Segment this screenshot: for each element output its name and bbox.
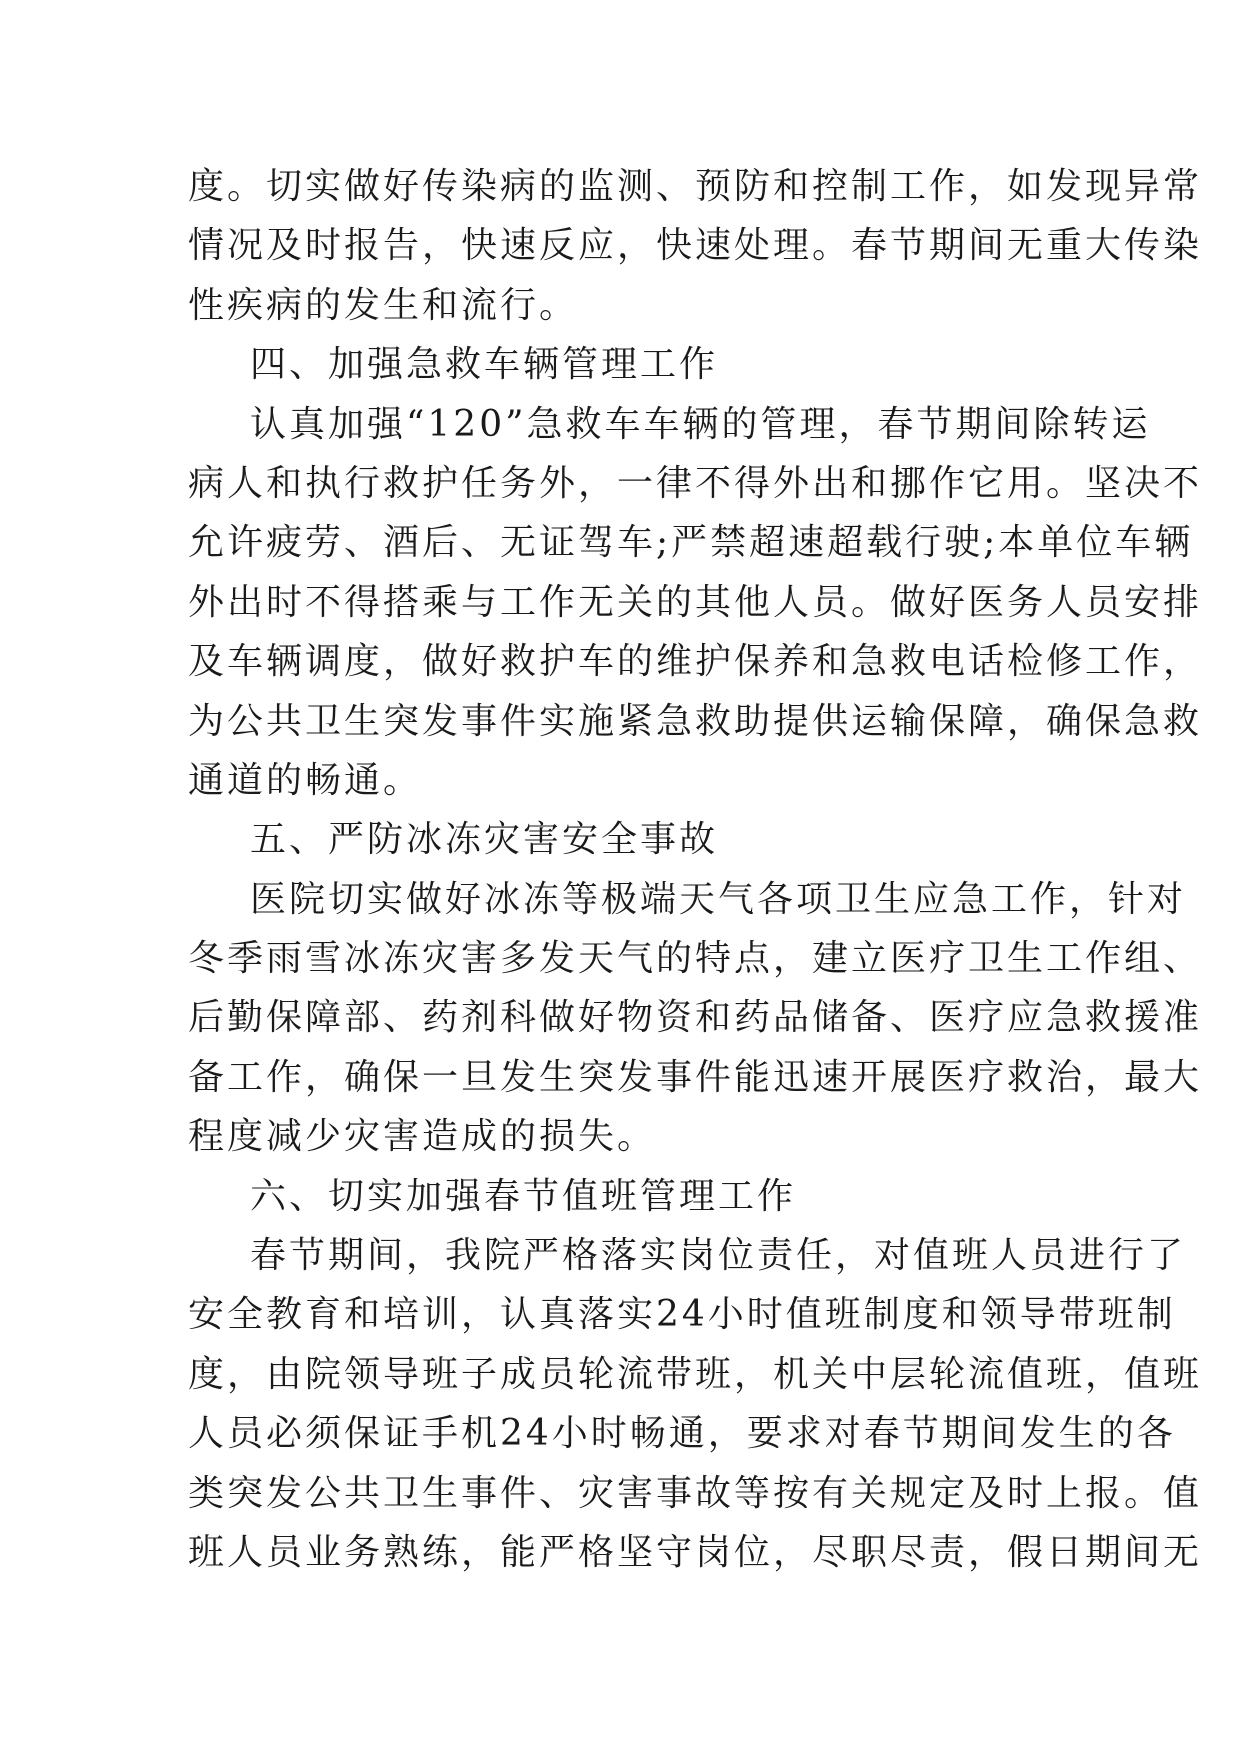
text-line: 允许疲劳、酒后、无证驾车;严禁超速超载行驶;本单位车辆	[188, 522, 1194, 564]
paragraph-section-6	[188, 1226, 1203, 1582]
text-line: 备工作，确保一旦发生突发事件能迅速开展医疗救治，最大	[188, 1056, 1203, 1098]
paragraph-section-4	[188, 395, 1203, 811]
text-line: 度。切实做好传染病的监测、预防和控制工作，如发现异常	[188, 166, 1203, 207]
text-line: 外出时不得搭乘与工作无关的其他人员。做好医务人员安排	[188, 581, 1203, 623]
text-line: 程度减少灾害造成的损失。	[188, 1116, 657, 1158]
text-line: 为公共卫生突发事件实施紧急救助提供运输保障，确保急救	[188, 700, 1203, 742]
text-line: 班人员业务熟练，能严格坚守岗位，尽职尽责，假日期间无	[188, 1531, 1203, 1573]
text-line: 类突发公共卫生事件、灾害事故等按有关规定及时上报。值	[188, 1472, 1203, 1514]
text-line: 度，由院领导班子成员轮流带班，机关中层轮流值班，值班	[188, 1353, 1203, 1395]
heading-section-6	[188, 1167, 1068, 1226]
text-line: 通道的畅通。	[188, 759, 423, 801]
text-line: 情况及时报告，快速反应，快速处理。春节期间无重大传染	[188, 225, 1203, 267]
document-body	[188, 157, 1203, 1582]
text-line: 春节期间，我院严格落实岗位责任，对值班人员进行了	[250, 1235, 1187, 1277]
text-line: 病人和执行救护任务外，一律不得外出和挪作它用。坚决不	[188, 462, 1203, 504]
section-heading: 四、加强急救车辆管理工作	[250, 344, 719, 386]
text-line: 性疾病的发生和流行。	[188, 284, 579, 326]
text-line: 及车辆调度，做好救护车的维护保养和急救电话检修工作，	[188, 641, 1203, 683]
heading-section-4	[188, 335, 1068, 394]
heading-section-5	[188, 810, 1068, 869]
section-heading: 五、严防冰冻灾害安全事故	[250, 819, 719, 861]
text-line: 医院切实做好冰冻等极端天气各项卫生应急工作，针对	[250, 878, 1187, 920]
text-line: 人员必须保证手机24小时畅通，要求对春节期间发生的各	[188, 1413, 1176, 1455]
text-line: 安全教育和培训，认真落实24小时值班制度和领导带班制	[188, 1294, 1176, 1336]
text-line: 后勤保障部、药剂科做好物资和药品储备、医疗应急救援准	[188, 997, 1203, 1039]
paragraph-continued	[188, 157, 1203, 335]
text-line: 冬季雨雪冰冻灾害多发天气的特点，建立医疗卫生工作组、	[188, 938, 1203, 980]
section-heading: 六、切实加强春节值班管理工作	[250, 1175, 797, 1217]
paragraph-section-5	[188, 870, 1203, 1167]
text-line: 认真加强“120”急救车车辆的管理，春节期间除转运	[250, 403, 1151, 445]
